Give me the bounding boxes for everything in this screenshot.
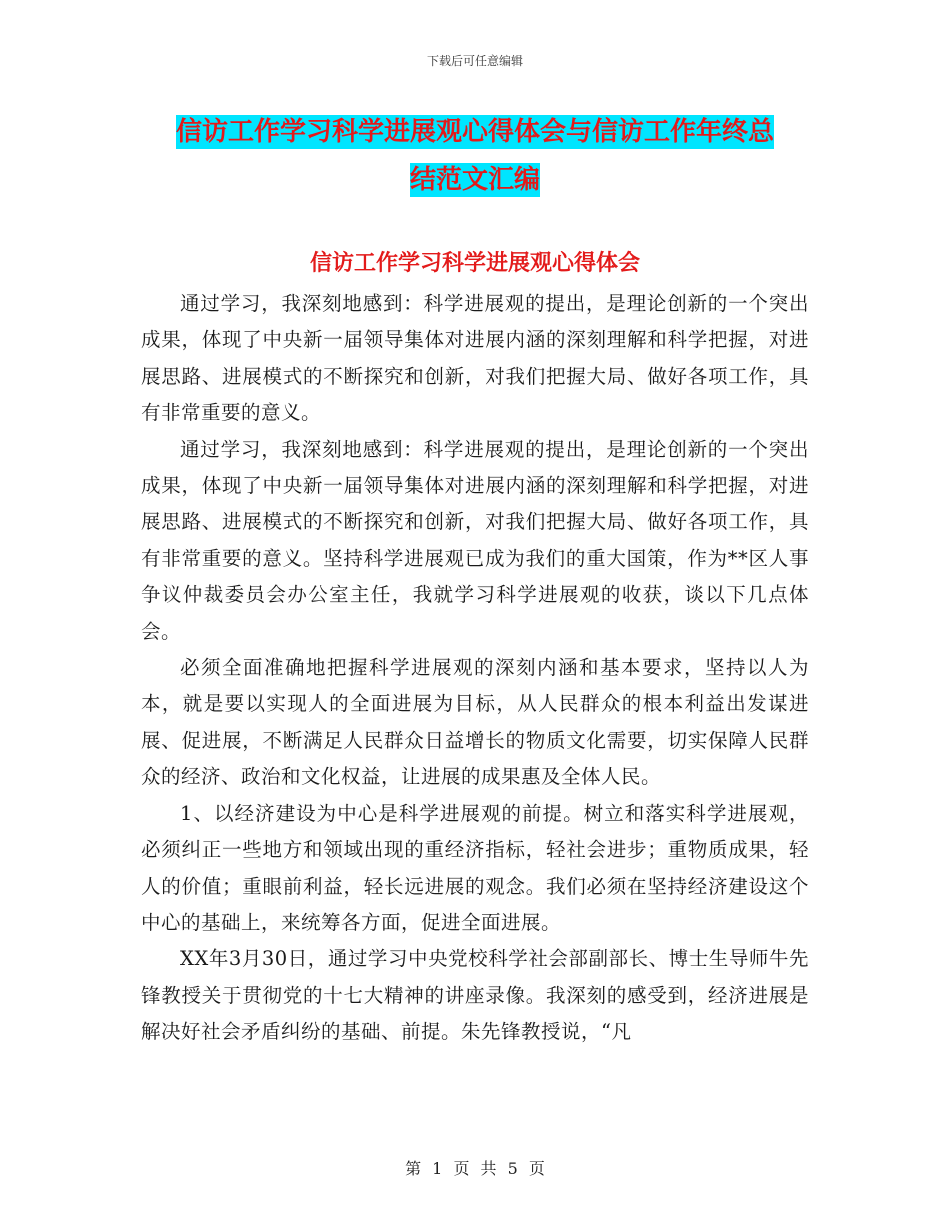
body-paragraph: 1、以经济建设为中心是科学进展观的前提。树立和落实科学进展观，必须纠正一些地方和领域出现的重经济指标，轻社会进步；重物质成果，轻人的价值；重眼前利益，轻长远进展的观念。我们必须在坚持经济建设这个中心的基础上，来统筹各方面，促进全面进展。 — [141, 801, 809, 934]
page-header-note: 下载后可任意编辑 — [426, 54, 523, 68]
body-paragraph: XX年3月30日，通过学习中央党校科学社会部副部长、博士生导师牛先锋教授关于贯彻党的十七大精神的讲座录像。我深刻的感受到，经济进展是解决好社会矛盾纠纷的基础、前提。朱先锋教授说，“凡 — [141, 947, 809, 1044]
document-body — [141, 286, 809, 1051]
body-paragraph: 必须全面准确地把握科学进展观的深刻内涵和基本要求，坚持以人为本，就是要以实现人的全面进展为目标，从人民群众的根本利益出发谋进展、促进展，不断满足人民群众日益增长的物质文化需要，切实保障人民群众的经济、政治和文化权益，让进展的成果惠及全体人民。 — [141, 656, 809, 789]
section-title: 信访工作学习科学进展观心得体会 — [309, 250, 640, 276]
document-title — [100, 108, 850, 204]
body-paragraph: 通过学习，我深刻地感到：科学进展观的提出，是理论创新的一个突出成果，体现了中央新一届领导集体对进展内涵的深刻理解和科学把握，对进展思路、进展模式的不断探究和创新，对我们把握大局、做好各项工作，具有非常重要的意义。 — [141, 292, 809, 425]
page-number: 第 1 页 共 5 页 — [405, 1159, 545, 1178]
body-paragraph: 通过学习，我深刻地感到：科学进展观的提出，是理论创新的一个突出成果，体现了中央新一届领导集体对进展内涵的深刻理解和科学把握，对进展思路、进展模式的不断探究和创新，对我们把握大局、做好各项工作，具有非常重要的意义。坚持科学进展观已成为我们的重大国策，作为**区人事争议仲裁委员会办公室主任，我就学习科学进展观的收获，谈以下几点体会。 — [141, 437, 809, 643]
document-title-line-2: 结范文汇编 — [409, 165, 540, 195]
document-title-line-1: 信访工作学习科学进展观心得体会与信访工作年终总 — [175, 117, 774, 147]
